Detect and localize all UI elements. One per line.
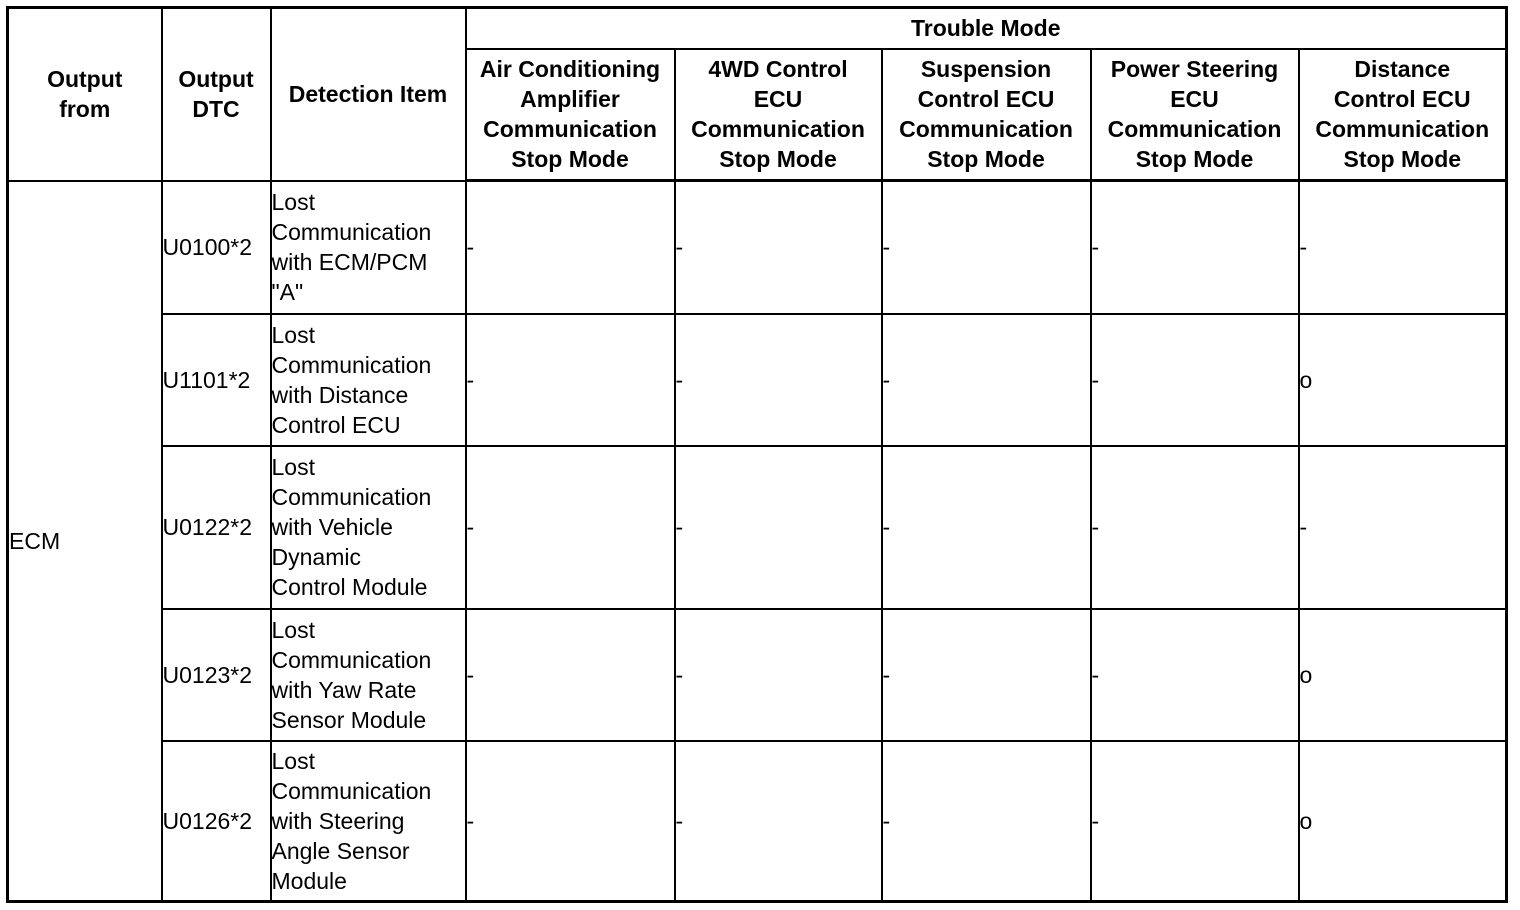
detection-item-cell: Lost Communication with Vehicle Dynamic Control Module (271, 446, 466, 609)
header-detection-item: Detection Item (271, 8, 466, 181)
detection-item-cell: Lost Communication with ECM/PCM "A" (271, 181, 466, 314)
mode-cell: - (1091, 741, 1299, 902)
mode-cell: - (882, 314, 1091, 446)
header-mode-suspension: Suspension Control ECU Communication Stop Mode (882, 49, 1091, 181)
mode-cell: - (1091, 446, 1299, 609)
dtc-code-cell: U0123*2 (162, 609, 271, 741)
mode-cell: - (1091, 314, 1299, 446)
mode-cell: - (466, 741, 675, 902)
detection-item-cell: Lost Communication with Yaw Rate Sensor Module (271, 609, 466, 741)
table-row (8, 181, 1507, 314)
detection-item-cell: Lost Communication with Steering Angle Sensor Module (271, 741, 466, 902)
mode-cell: - (1091, 181, 1299, 314)
mode-cell: - (675, 314, 882, 446)
output-from-cell: ECM (8, 181, 162, 902)
mode-cell: - (1091, 609, 1299, 741)
header-output-dtc: Output DTC (162, 8, 271, 181)
detection-item-cell: Lost Communication with Distance Control ECU (271, 314, 466, 446)
mode-cell: o (1299, 741, 1507, 902)
mode-cell: - (675, 181, 882, 314)
table-row (8, 446, 1507, 609)
dtc-trouble-mode-table (6, 6, 1508, 903)
mode-cell: - (675, 741, 882, 902)
mode-cell: - (882, 609, 1091, 741)
mode-cell: - (675, 609, 882, 741)
mode-cell: - (1299, 181, 1507, 314)
header-mode-distance-control: Distance Control ECU Communication Stop Mode (1299, 49, 1507, 181)
dtc-code-cell: U0126*2 (162, 741, 271, 902)
header-output-from: Output from (8, 8, 162, 181)
mode-cell: - (882, 741, 1091, 902)
mode-cell: o (1299, 314, 1507, 446)
header-mode-air-conditioning: Air Conditioning Amplifier Communication Stop Mode (466, 49, 675, 181)
dtc-table-container (6, 6, 1508, 903)
mode-cell: - (1299, 446, 1507, 609)
mode-cell: o (1299, 609, 1507, 741)
mode-cell: - (882, 446, 1091, 609)
header-trouble-mode: Trouble Mode (466, 8, 1507, 49)
header-mode-4wd: 4WD Control ECU Communication Stop Mode (675, 49, 882, 181)
dtc-code-cell: U0100*2 (162, 181, 271, 314)
mode-cell: - (675, 446, 882, 609)
header-mode-power-steering: Power Steering ECU Communication Stop Mode (1091, 49, 1299, 181)
header-row-top (8, 8, 1507, 49)
table-row (8, 741, 1507, 902)
mode-cell: - (882, 181, 1091, 314)
mode-cell: - (466, 609, 675, 741)
table-row (8, 314, 1507, 446)
dtc-code-cell: U1101*2 (162, 314, 271, 446)
mode-cell: - (466, 314, 675, 446)
dtc-code-cell: U0122*2 (162, 446, 271, 609)
mode-cell: - (466, 446, 675, 609)
table-row (8, 609, 1507, 741)
mode-cell: - (466, 181, 675, 314)
